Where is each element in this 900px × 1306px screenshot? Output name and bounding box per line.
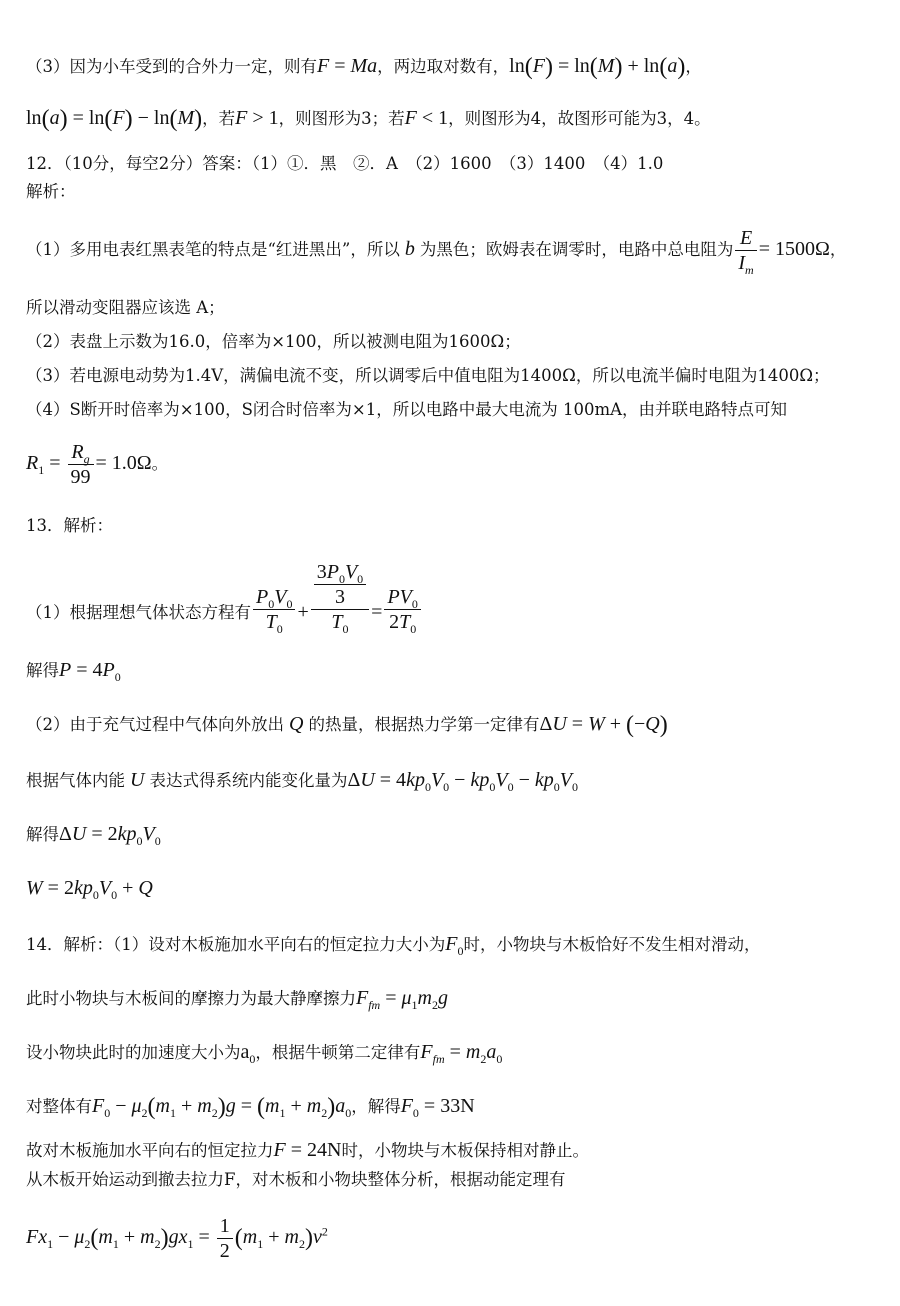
q12-part2: （2）表盘上示数为16.0，倍率为×100，所以被测电阻为1600Ω；: [26, 332, 521, 351]
q12-part1: （1）多用电表红黑表笔的特点是“红进黑出”，所以 b 为黑色；欧姆表在调零时，电路中总电阻为 $\frac{E}{I_m}$ = 1500Ω，: [26, 227, 847, 277]
q12-answer: 12．（10分，每空2分）答案：（1）①．黑 ②．A （2）1600 （3）1400 （4）1.0: [26, 154, 664, 173]
q13-title: 13．解析：: [26, 516, 113, 535]
q13-result-du: 解得$\Delta U = 2kp_0V_0$: [26, 823, 161, 848]
q12-part4: （4）S断开时倍率为×100，S闭合时倍率为×1，所以电路中最大电流为 100mA，由并联电路特点可知: [26, 400, 788, 419]
q13-part1: （1）根据理想气体状态方程有 $\frac{P_0V_0}{T_0}$ + $\frac{\frac{3P_0V_0}{3}}{T_0}$ = $\frac{PV_0}{2T_0}$: [26, 560, 423, 634]
q14-part1: 14．解析：（1）设对木板施加水平向右的恒定拉力大小为$F_0$时，小物块与木板恰好不发生相对滑动，: [26, 933, 761, 958]
q13-result-p: 解得$P = 4P_0$: [26, 659, 121, 684]
q12-part1-cont: 所以滑动变阻器应该选 A；: [26, 298, 225, 317]
q13-result-w: $W = 2kp_0V_0 + Q$: [26, 877, 153, 902]
q14-whole: 对整体有$F_0 - \mu_2(m_1 + m_2)g = (m_1 + m_2)a_0$，解得$F_0 = 33N$: [26, 1094, 475, 1120]
q13-part2: （2）由于充气过程中气体向外放出 Q 的热量，根据热力学第一定律有ΔU = W + (−Q): [26, 712, 668, 738]
q12-formula-r1: $R_1$ = $\frac{R_g}{99}$ = 1.0Ω。: [26, 441, 169, 488]
q14-static: 故对木板施加水平向右的恒定拉力F = 24N时，小物块与木板保持相对静止。: [26, 1139, 589, 1161]
q14-kinetic-formula: $Fx_1 - \mu_2(m_1 + m_2)gx_1$ = $\frac{1}{2}$ $(m_1 + m_2)v^2$: [26, 1215, 328, 1262]
q14-newton: 设小物块此时的加速度大小为$a_0$，根据牛顿第二定律有$F_{fm} = m_2a_0$: [26, 1041, 503, 1066]
line-log-formula: ln(a) = ln(F) − ln(M)，若F > 1，则图形为3；若F < 1，则图形为4，故图形可能为3，4。: [26, 106, 711, 132]
q14-kinetic-intro: 从木板开始运动到撤去拉力F，对木板和小物块整体分析，根据动能定理有: [26, 1170, 566, 1189]
q12-jiexi-label: 解析：: [26, 182, 76, 201]
q12-part3: （3）若电源电动势为1.4V，满偏电流不变，所以调零后中值电阻为1400Ω，所以电流半偏时电阻为1400Ω；: [26, 366, 830, 385]
q14-friction: 此时小物块与木板间的摩擦力为最大静摩擦力$F_{fm} = \mu_1m_2g$: [26, 987, 448, 1012]
q13-energy: 根据气体内能 U 表达式得系统内能变化量为$\Delta U = 4kp_0V_0 - kp_0V_0 - kp_0V_0$: [26, 769, 578, 794]
line-part3: （3）因为小车受到的合外力一定，则有F = Ma，两边取对数有，ln(F) = ln(M) + ln(a)，: [26, 54, 702, 80]
